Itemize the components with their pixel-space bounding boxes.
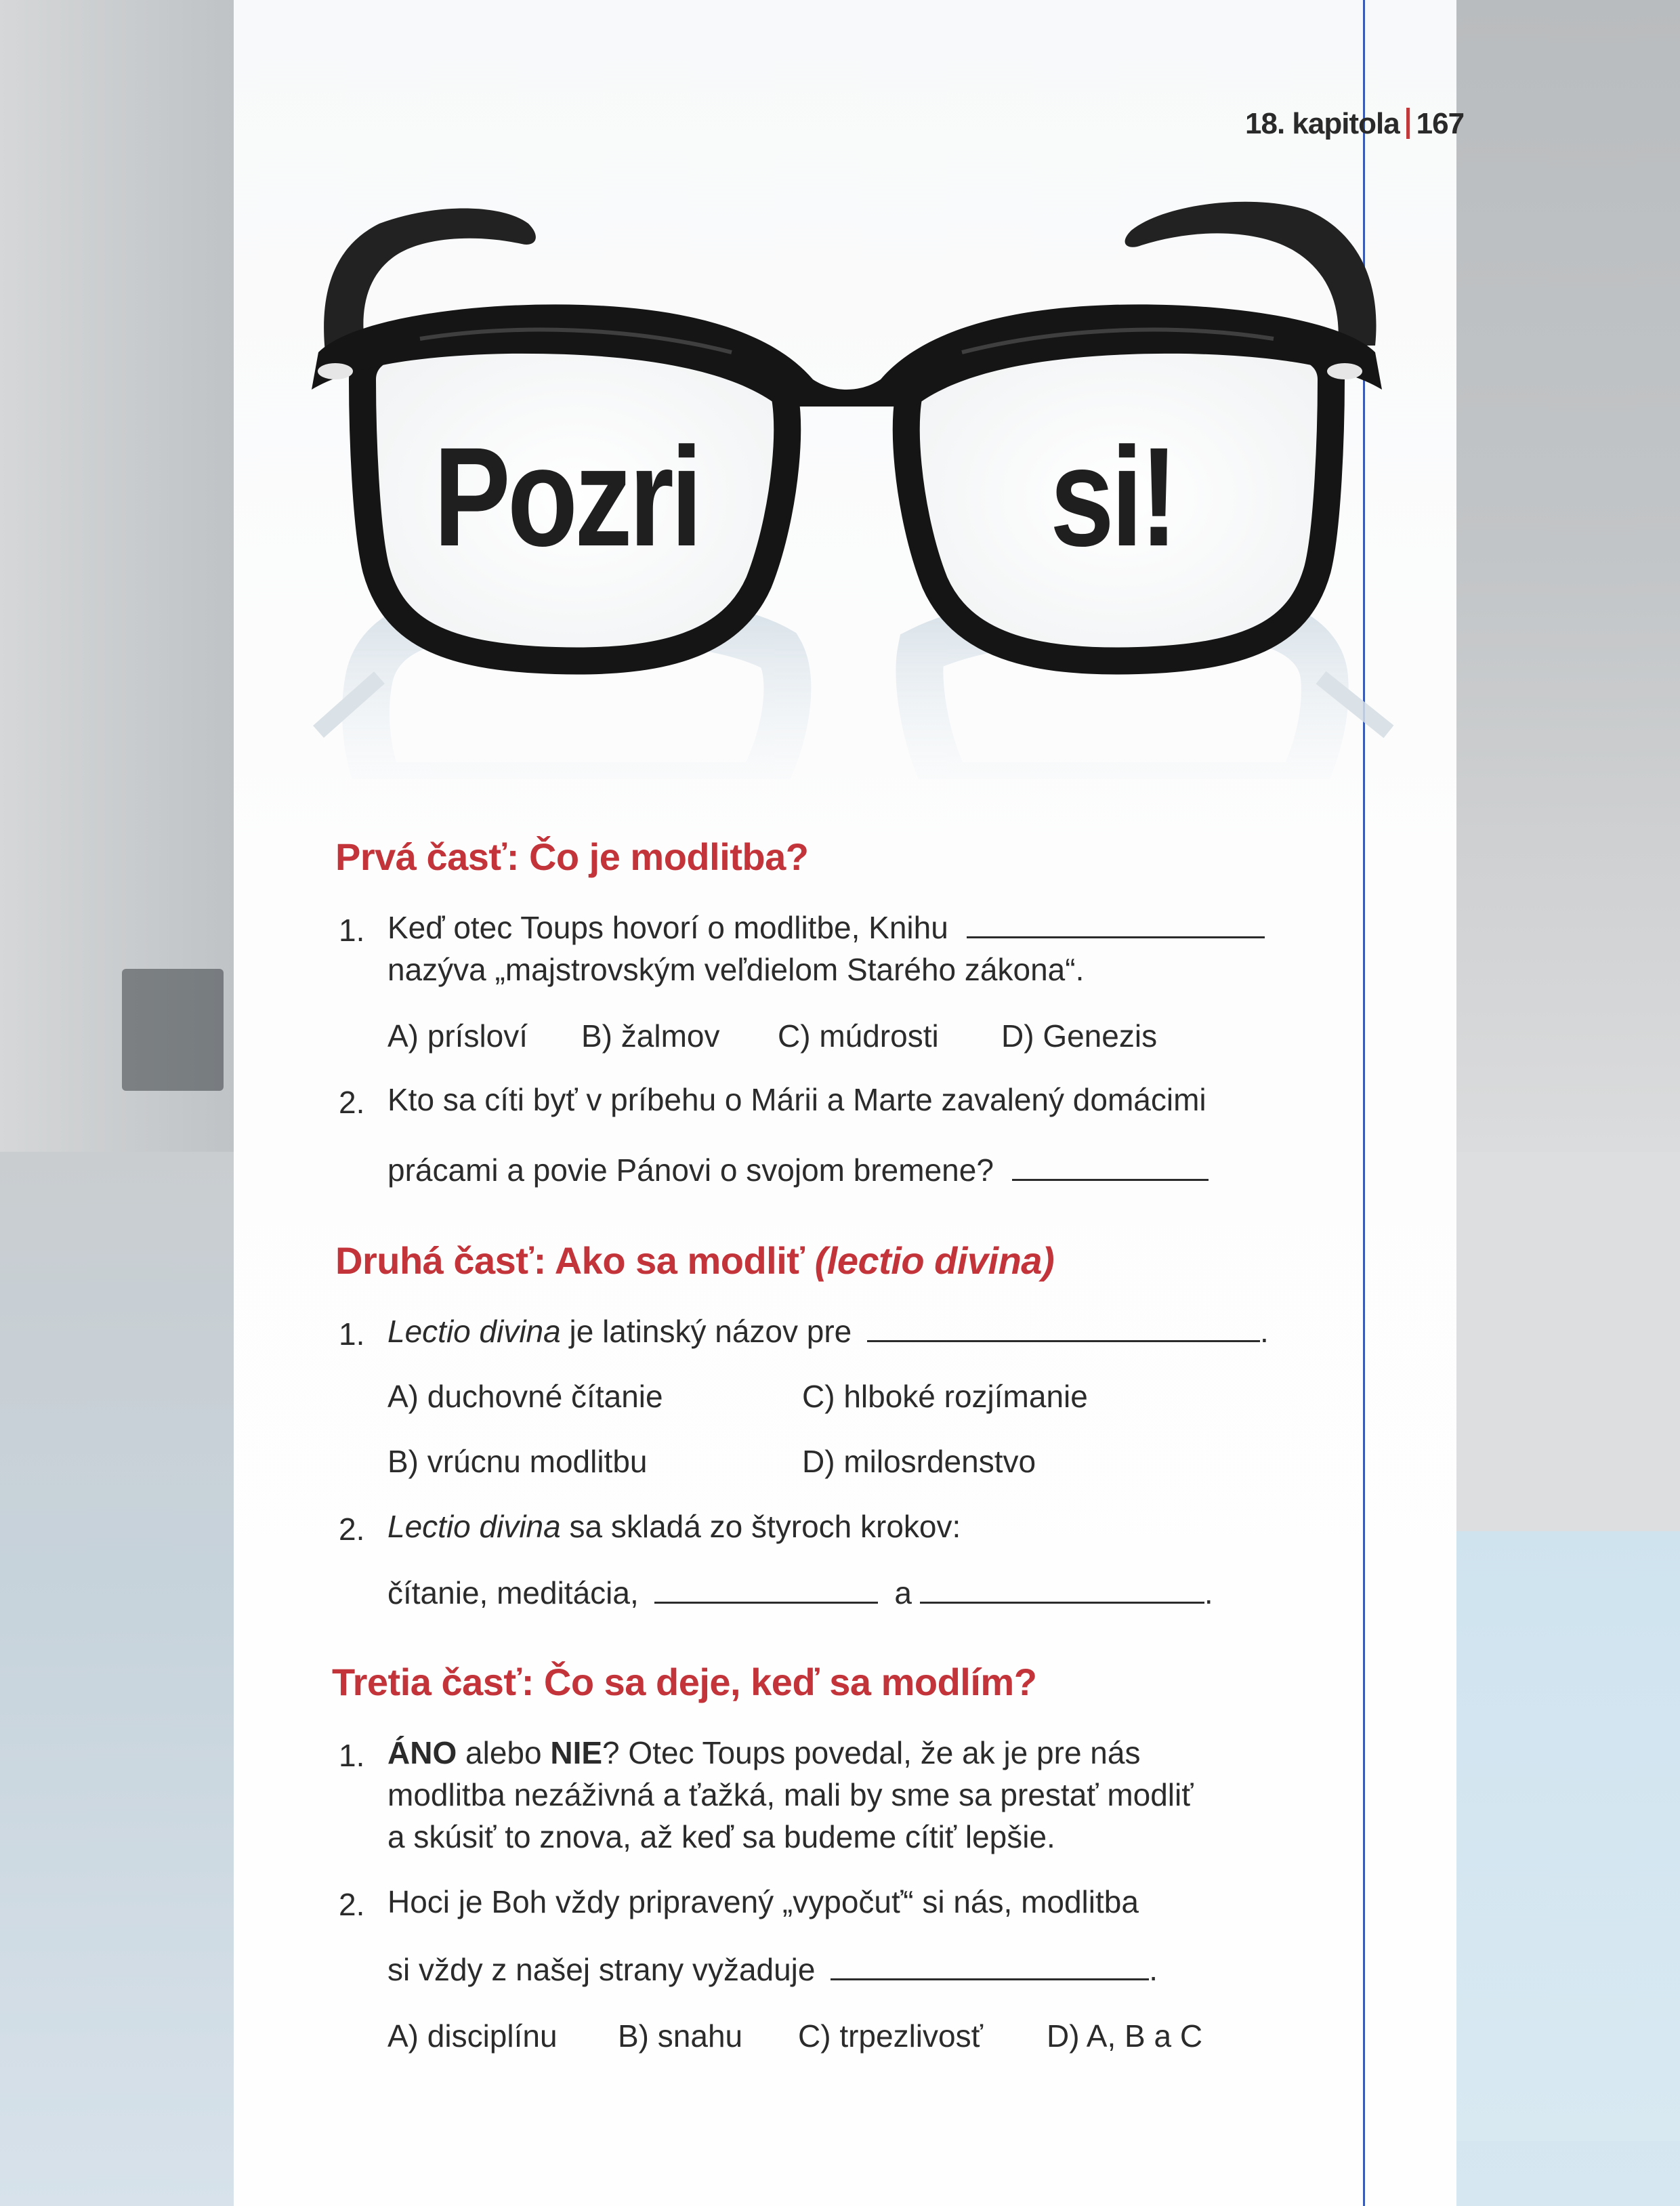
- right-rivet: [1327, 363, 1362, 379]
- question-number: 1.: [339, 1738, 365, 1773]
- no-word[interactable]: NIE: [550, 1735, 603, 1770]
- title-left-word: Pozri: [434, 419, 700, 576]
- question-number: 2.: [339, 1887, 365, 1922]
- question-text: [387, 907, 1265, 949]
- question-line: Kto sa cíti byť v príbehu o Márii a Marte zavalený domácimi: [387, 1082, 1206, 1117]
- question-line: čítanie, meditácia,: [387, 1575, 639, 1610]
- option-b[interactable]: B) žalmov: [581, 1018, 720, 1054]
- answer-blank[interactable]: [967, 936, 1265, 938]
- question-line: Keď otec Toups hovorí o modlitbe, Knihu: [387, 910, 948, 945]
- question-number: 1.: [339, 1316, 365, 1352]
- option-a[interactable]: A) disciplínu: [387, 2018, 558, 2054]
- question-line: modlitba nezáživná a ťažká, mali by sme sa prestať modliť: [387, 1777, 1194, 1812]
- option-a[interactable]: A) prísloví: [387, 1018, 528, 1054]
- header-divider: [1406, 108, 1410, 139]
- answer-blank[interactable]: [920, 1602, 1204, 1604]
- or-word: alebo: [465, 1735, 542, 1770]
- option-b[interactable]: B) snahu: [618, 2018, 743, 2054]
- option-d[interactable]: D) A, B a C: [1047, 2018, 1203, 2054]
- option-c[interactable]: C) hlboké rozjímanie: [802, 1379, 1088, 1414]
- option-b[interactable]: B) vrúcnu modlitbu: [387, 1444, 648, 1479]
- question-text: [387, 1505, 961, 1547]
- option-a[interactable]: A) duchovné čítanie: [387, 1379, 663, 1414]
- conjunction: a: [894, 1575, 912, 1610]
- option-c[interactable]: C) múdrosti: [778, 1018, 939, 1054]
- question-text: [387, 1149, 1209, 1191]
- sentence-end: .: [1260, 1314, 1269, 1349]
- yes-word[interactable]: ÁNO: [387, 1735, 457, 1770]
- question-line: ? Otec Toups povedal, že ak je pre nás: [602, 1735, 1141, 1770]
- question-line: nazýva „majstrovským veľdielom Starého zákona“.: [387, 952, 1085, 987]
- question-line: sa skladá zo štyroch krokov:: [569, 1509, 961, 1544]
- section-heading-main: Druhá časť: Ako sa modliť: [335, 1239, 805, 1282]
- page-number: 167: [1416, 107, 1465, 140]
- question-number: 2.: [339, 1085, 365, 1120]
- left-rivet: [318, 363, 353, 379]
- page-header: [1245, 107, 1464, 141]
- right-scan-margin-mid: [1456, 1152, 1680, 1531]
- section-heading-2: [335, 1239, 1054, 1283]
- option-c[interactable]: C) trpezlivosť: [798, 2018, 983, 2054]
- question-text: [387, 1949, 1158, 1991]
- bleed-through-block: [122, 969, 224, 1091]
- question-number: 1.: [339, 913, 365, 948]
- section-heading-italic: (lectio divina): [814, 1239, 1055, 1282]
- title-right-word: si!: [1050, 419, 1175, 576]
- question-line: prácami a povie Pánovi o svojom bremene?: [387, 1152, 994, 1188]
- sentence-end: .: [1204, 1575, 1213, 1610]
- sentence-end: .: [1149, 1952, 1158, 1987]
- question-line: si vždy z našej strany vyžaduje: [387, 1952, 816, 1987]
- section-heading-3: Tretia časť: Čo sa deje, keď sa modlím?: [332, 1661, 1037, 1703]
- latin-term: Lectio divina: [387, 1314, 561, 1349]
- question-text: [387, 1310, 1269, 1352]
- question-line: Hoci je Boh vždy pripravený „vypočuť“ si nás, modlitba: [387, 1884, 1139, 1919]
- section-heading-1: Prvá časť: Čo je modlitba?: [335, 835, 809, 878]
- question-number: 2.: [339, 1512, 365, 1547]
- chapter-label: 18. kapitola: [1245, 107, 1400, 140]
- question-text: [387, 1572, 1213, 1614]
- question-line: a skúsiť to znova, až keď sa budeme cítiť lepšie.: [387, 1819, 1055, 1854]
- answer-blank[interactable]: [1012, 1179, 1209, 1181]
- answer-blank[interactable]: [654, 1602, 878, 1604]
- answer-blank[interactable]: [867, 1340, 1260, 1342]
- question-text: [387, 1732, 1140, 1774]
- option-d[interactable]: D) milosrdenstvo: [802, 1444, 1036, 1479]
- left-scan-margin-lower: [0, 1152, 234, 2206]
- latin-term: Lectio divina: [387, 1509, 561, 1544]
- option-d[interactable]: D) Genezis: [1001, 1018, 1158, 1054]
- answer-blank[interactable]: [831, 1978, 1149, 1980]
- question-line: je latinský názov pre: [569, 1314, 852, 1349]
- right-scan-margin-blue: [1456, 1531, 1680, 2141]
